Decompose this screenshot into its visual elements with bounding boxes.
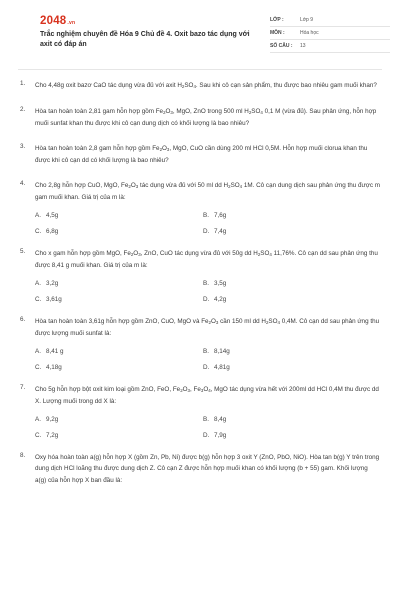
question-item [20,180,380,235]
answer-value: 7,4g [214,227,227,235]
meta-key: MÔN : [270,30,285,36]
document-title: Trắc nghiệm chuyên đề Hóa 9 Chủ đề 4. Oxit bazo tác dụng với axit có đáp án [40,31,250,48]
meta-key: SỐ CÂU : [270,43,293,49]
document-meta [270,14,390,53]
question-text: Oxy hóa hoàn toàn a(g) hỗn hợp X (gồm Zn, Pb, Ni) được b(g) hỗn hợp 3 oxit Y (ZnO, PbO, NiO). Hòa tan b(g) Y trên trong dung dịch HCl loãng thu được dung dịch Z. Cô cạn Z được hỗn hợp muối khan có khối lượng (b + 55) gam. Khối lượng a(g) của hỗn hợp X ban đầu là: [35,453,380,484]
answer-value: 4,18g [46,363,62,371]
question-text: Hòa tan hoàn toàn 3,61g hỗn hợp gồm ZnO, CuO, MgO và $Fe_2O_3$ cần 150 ml dd $H_2SO_4$ 0,4M. Cô cạn dd sau phản ứng thu được lượng muối sunfat là: [35,317,380,337]
question-item [20,384,380,439]
answer-option[interactable] [35,432,203,439]
answer-letter: D. [203,363,210,371]
answer-letter: B. [203,211,209,219]
question-text: Cho x gam hỗn hợp gồm MgO, $Fe_2O_3$, ZnO, CuO tác dụng vừa đủ với 50g dd $H_2SO_4$ 11,76%. Cô cạn dd sau phản ứng thu được 8,41 g muối khan. Giá trị của m là: [35,249,378,269]
logo-text: 2048 [40,15,67,27]
meta-row [270,27,390,40]
answer-letter: D. [203,295,210,303]
question-item [20,452,380,487]
header-divider [18,69,382,70]
answer-option[interactable] [35,296,203,303]
question-text: Hòa tan hoàn toàn 2,81 gam hỗn hợp gồm $Fe_2O_3$, MgO, ZnO trong 500 ml $H_2SO_4$ 0,1 M (vừa đủ). Sau phản ứng, hỗn hợp muối sunfat khan thu được khi cô cạn dung dịch có khối lượng là bao nhiêu? [35,107,377,127]
answer-letter: A. [35,347,41,355]
answer-option[interactable] [35,364,203,371]
question-text: Cho 4,48g oxit bazơ CaO tác dụng vừa đủ với axit $H_2SO_4$. Sau khi cô cạn sản phẩm, thu được bao nhiêu gam muối khan? [35,82,377,89]
answer-value: 8,41 g [46,347,64,355]
question-number: 1. [20,80,26,87]
meta-value: Lớp 9 [300,17,314,23]
answer-option[interactable] [203,348,371,355]
meta-value: 13 [300,43,306,49]
answer-option[interactable] [203,364,371,371]
answer-option[interactable] [203,212,371,219]
answer-value: 4,81g [214,363,230,371]
answer-letter: C. [35,295,42,303]
answer-value: 3,2g [46,279,59,287]
answer-value: 3,61g [46,295,62,303]
answer-option[interactable] [35,280,203,287]
question-item [20,248,380,303]
question-text: Hòa tan hoàn toàn 2,8 gam hỗn hợp gồm $Fe_2O_3$, MgO, CuO cần dùng 200 ml HCl 0,5M. Hỗn hợp muối clorua khan thu được khi cô cạn dd có khối lượng là bao nhiêu? [35,144,368,164]
answer-options [35,212,380,235]
answer-letter: B. [203,347,209,355]
question-list [20,80,380,499]
meta-row [270,40,390,53]
answer-value: 4,5g [46,211,59,219]
answer-value: 6,8g [46,227,59,235]
answer-option[interactable] [203,432,371,439]
answer-value: 9,2g [46,415,59,423]
answer-value: 4,2g [214,295,227,303]
answer-value: 7,2g [46,431,59,439]
answer-options [35,280,380,303]
question-text: Cho 5g hỗn hợp bột oxit kim loại gồm ZnO, FeO, $Fe_2O_3$, $Fe_3O_4$, MgO tác dụng vừa hết với 200ml dd HCl 0,4M thu được dd X. Lượng muối trong dd X là: [35,385,379,405]
answer-letter: B. [203,415,209,423]
answer-letter: A. [35,279,41,287]
question-item [20,80,380,93]
answer-value: 8,14g [214,347,230,355]
meta-value: Hóa học [300,30,319,36]
question-number: 3. [20,142,26,150]
answer-option[interactable] [35,228,203,235]
logo-suffix: .vn [67,20,76,26]
question-number: 8. [20,451,26,459]
site-logo[interactable] [40,15,75,27]
answer-option[interactable] [203,296,371,303]
answer-letter: C. [35,363,42,371]
answer-options [35,416,380,439]
answer-letter: C. [35,431,42,439]
answer-options [35,348,380,371]
answer-option[interactable] [203,416,371,423]
answer-value: 8,4g [214,415,227,423]
answer-option[interactable] [35,416,203,423]
answer-letter: D. [203,227,210,235]
answer-letter: A. [35,211,41,219]
answer-value: 7,9g [214,431,227,439]
question-number: 4. [20,179,26,187]
answer-option[interactable] [35,212,203,219]
question-item [20,106,380,130]
answer-letter: C. [35,227,42,235]
question-item [20,143,380,167]
answer-letter: B. [203,279,209,287]
question-number: 5. [20,247,26,255]
answer-option[interactable] [203,228,371,235]
meta-key: LỚP : [270,17,284,23]
question-number: 2. [20,105,26,113]
answer-value: 7,6g [214,211,227,219]
question-text: Cho 2,8g hỗn hợp CuO, MgO, $Fe_2O_3$ tác dụng vừa đủ với 50 ml dd $H_2SO_4$ 1M. Cô cạn dung dịch sau phản ứng thu được m gam muối khan. Giá trị của m là: [35,181,381,201]
document-header [18,0,382,62]
question-number: 6. [20,315,26,323]
question-item [20,316,380,371]
answer-letter: D. [203,431,210,439]
answer-option[interactable] [35,348,203,355]
meta-row [270,14,390,27]
question-number: 7. [20,383,26,391]
answer-value: 3,5g [214,279,227,287]
answer-option[interactable] [203,280,371,287]
answer-letter: A. [35,415,41,423]
